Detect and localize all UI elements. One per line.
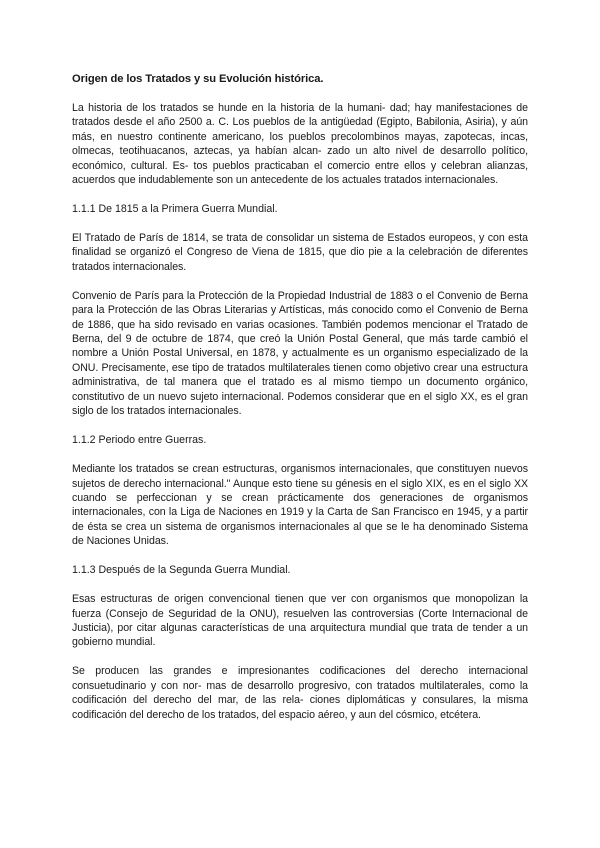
section-1-1-1-paragraph-1: El Tratado de París de 1814, se trata de consolidar un sistema de Estados europeos, y con esta finalidad se organizó el Congreso de Viena de 1815, que dio pie a la celebración de diferentes tratados internacionales.	[72, 232, 528, 273]
section-heading-1-1-1: 1.1.1 De 1815 a la Primera Guerra Mundial.	[72, 203, 278, 216]
section-heading-1-1-2: 1.1.2 Periodo entre Guerras.	[72, 434, 207, 447]
section-1-1-3-paragraph-1: Esas estructuras de origen convencional tienen que ver con organismos que monopolizan la fuerza (Consejo de Seguridad de la ONU), resuelven las controversias (Corte Internacional de Justicia), por citar algunas características de una arquitectura mundial que trata de tender a un gobierno mundial.	[72, 593, 528, 649]
section-1-1-3-paragraph-2: Se producen las grandes e impresionantes codificaciones del derecho internacional consuetudinario y con nor- mas de desarrollo progresivo, con tratados multilaterales, como la codificación del derecho del mar, de las rela- ciones diplomáticas y consulares, la misma codificación del derecho de los tratados, del espacio aéreo, y aun del cósmico, etcétera.	[72, 665, 528, 721]
section-1-1-1-paragraph-2: Convenio de París para la Protección de la Propiedad Industrial de 1883 o el Convenio de Berna para la Protección de las Obras Literarias y Artísticas, más conocido como el Convenio de Berna de 1886, que ha sido revisado en varias ocasiones. También podemos mencionar el Tratado de Berna, del 9 de octubre de 1874, que creó la Unión Postal General, que más tarde cambió el nombre a Unión Postal Universal, en 1878, y actualmente es un organismo especializado de la ONU. Precisamente, ese tipo de tratados multilaterales tienen como objetivo crear una estructura administrativa, de tal manera que el tratado es al mismo tiempo un documento orgánico, constitutivo de un nuevo sujeto internacional. Podemos considerar que en el siglo XX, es el gran siglo de los tratados internacionales.	[72, 289, 528, 418]
document-title: Origen de los Tratados y su Evolución histórica.	[72, 73, 324, 85]
document-page	[72, 72, 528, 737]
section-1-1-2-paragraph-1: Mediante los tratados se crean estructuras, organismos internacionales, que constituyen nuevos sujetos de derecho internacional." Aunque esto tiene su génesis en el siglo XIX, es en el siglo XX cuando se perfeccionan y se crean prácticamente dos generaciones de organismos internacionales, con la Liga de Naciones en 1919 y la Carta de San Francisco en 1945, y a partir de ésta se crea un sistema de organismos internacionales al que se le ha denominado Sistema de Naciones Unidas.	[72, 463, 528, 548]
intro-paragraph: La historia de los tratados se hunde en la historia de la humani- dad; hay manifestaciones de tratados desde el año 2500 a. C. Los pueblos de la antigüedad (Egipto, Babilonia, Asiria), y aún más, en nuestro continente americano, los pueblos precolombinos mayas, zapotecas, incas, olmecas, teotihuacanos, aztecas, ya habían alcan- zado un alto nivel de desarrollo político, económico, cultural. Es- tos pueblos practicaban el comercio entre ellos y celebran alianzas, acuerdos que indudablemente son un antecedente de los actuales tratados internacionales.	[72, 102, 528, 187]
section-heading-1-1-3: 1.1.3 Después de la Segunda Guerra Mundial.	[72, 564, 291, 577]
